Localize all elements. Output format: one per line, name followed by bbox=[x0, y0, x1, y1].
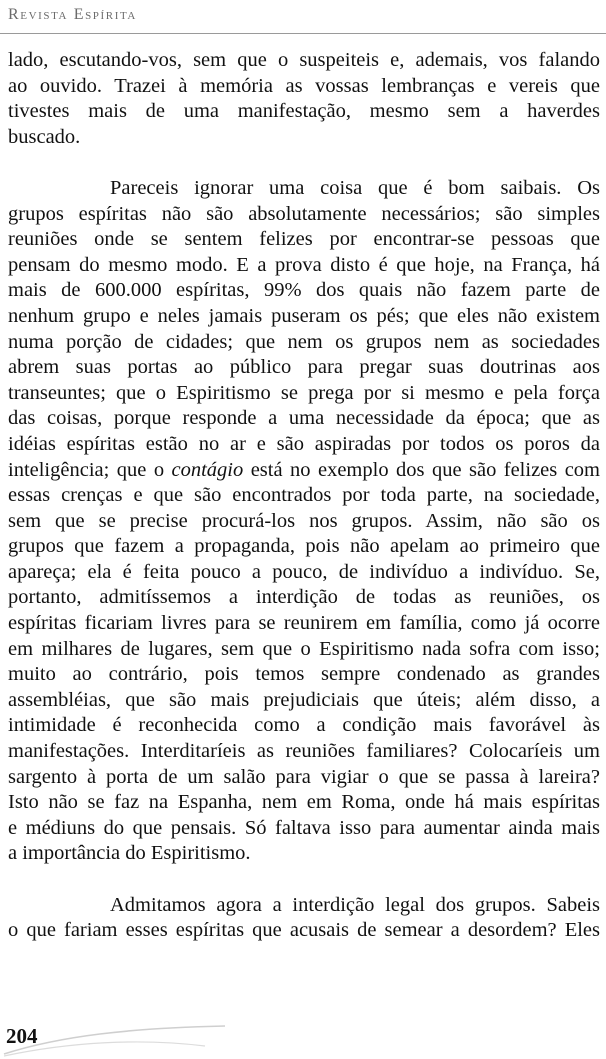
text-line: lado, escutando-vos, sem que o suspeiteis e, ademais, vos falando bbox=[8, 49, 600, 71]
text-line: e médiuns do que pensais. Só faltava isso para aumentar ainda mais bbox=[8, 816, 600, 839]
text-line: mais de 600.000 espíritas, 99% dos quais não fazem parte de bbox=[8, 279, 600, 302]
text-line: apareça; ela é feita pouco a pouco, de indivíduo a indivíduo. Se, bbox=[8, 560, 600, 583]
page-number: 204 bbox=[6, 1024, 38, 1048]
text-line: abrem suas portas ao público para pregar suas doutrinas aos bbox=[8, 356, 600, 379]
text-line: grupos que fazem a propaganda, pois não apelam ao primeiro que bbox=[8, 535, 600, 558]
text-line: Pareceis ignorar uma coisa que é bom saibais. Os bbox=[110, 176, 600, 199]
text-line: nenhum grupo e neles jamais puseram os pés; que eles não existem bbox=[8, 304, 600, 327]
text-line: numa porção de cidades; que nem os grupos nem as sociedades bbox=[8, 330, 600, 353]
text-line: tivestes mais de uma manifestação, mesmo sem a haverdes bbox=[8, 100, 600, 123]
text-line: grupos espíritas não são absolutamente necessários; são simples bbox=[8, 202, 600, 225]
text-segment: inteligência; que o bbox=[8, 458, 172, 481]
text-line: das coisas, porque responde a uma necessidade da época; que as bbox=[8, 407, 600, 430]
text-line: sem que se precise procurá-los nos grupos. Assim, não são os bbox=[8, 509, 600, 532]
text-line: essas crenças e que são encontrados por toda parte, na sociedade, bbox=[8, 484, 600, 507]
text-segment: está no exemplo dos que são felizes com bbox=[243, 458, 600, 481]
text-line: o que fariam esses espíritas que acusais de semear a desordem? Eles bbox=[8, 919, 600, 942]
text-line: muito ao contrário, pois temos sempre condenado as grandes bbox=[8, 663, 600, 686]
text-line: Isto não se faz na Espanha, nem em Roma, onde há mais espíritas bbox=[8, 791, 600, 814]
text-line: buscado. bbox=[8, 125, 81, 148]
text-line: em milhares de lugares, sem que o Espiritismo nada sofra com isso; bbox=[8, 637, 600, 660]
body-text bbox=[8, 48, 600, 944]
text-line: espíritas ficariam livres para se reunirem em família, como já ocorre bbox=[8, 612, 600, 635]
running-header: Revista Espírita bbox=[8, 6, 137, 23]
text-line: idéias espíritas estão no ar e são aspiradas por todos os poros da bbox=[8, 432, 600, 455]
text-line: manifestações. Interditaríeis as reuniões familiares? Colocaríeis um bbox=[8, 740, 600, 763]
text-line: pensam do mesmo modo. E a prova disto é que hoje, na França, há bbox=[8, 253, 600, 276]
text-line: intimidade é reconhecida como a condição mais favorável às bbox=[8, 714, 600, 737]
italic-word: contágio bbox=[171, 458, 244, 481]
text-line: ao ouvido. Trazei à memória as vossas lembranças e vereis que bbox=[8, 74, 600, 97]
text-line: Admitamos agora a interdição legal dos grupos. Sabeis bbox=[110, 893, 600, 916]
text-line-with-italic bbox=[8, 458, 600, 484]
text-line: a importância do Espiritismo. bbox=[8, 842, 251, 865]
text-line: sargento à porta de um salão para vigiar o que se passa à lareira? bbox=[8, 765, 600, 788]
text-line: reuniões onde se sentem felizes por encontrar-se pessoas que bbox=[8, 228, 600, 251]
text-line: transeuntes; que o Espiritismo se prega por si mesmo e pela força bbox=[8, 381, 600, 404]
header-rule bbox=[0, 33, 606, 34]
text-line: portanto, admitíssemos a interdição de todas as reuniões, os bbox=[8, 586, 600, 609]
text-line: assembléias, que são mais prejudiciais que úteis; além disso, a bbox=[8, 688, 600, 711]
